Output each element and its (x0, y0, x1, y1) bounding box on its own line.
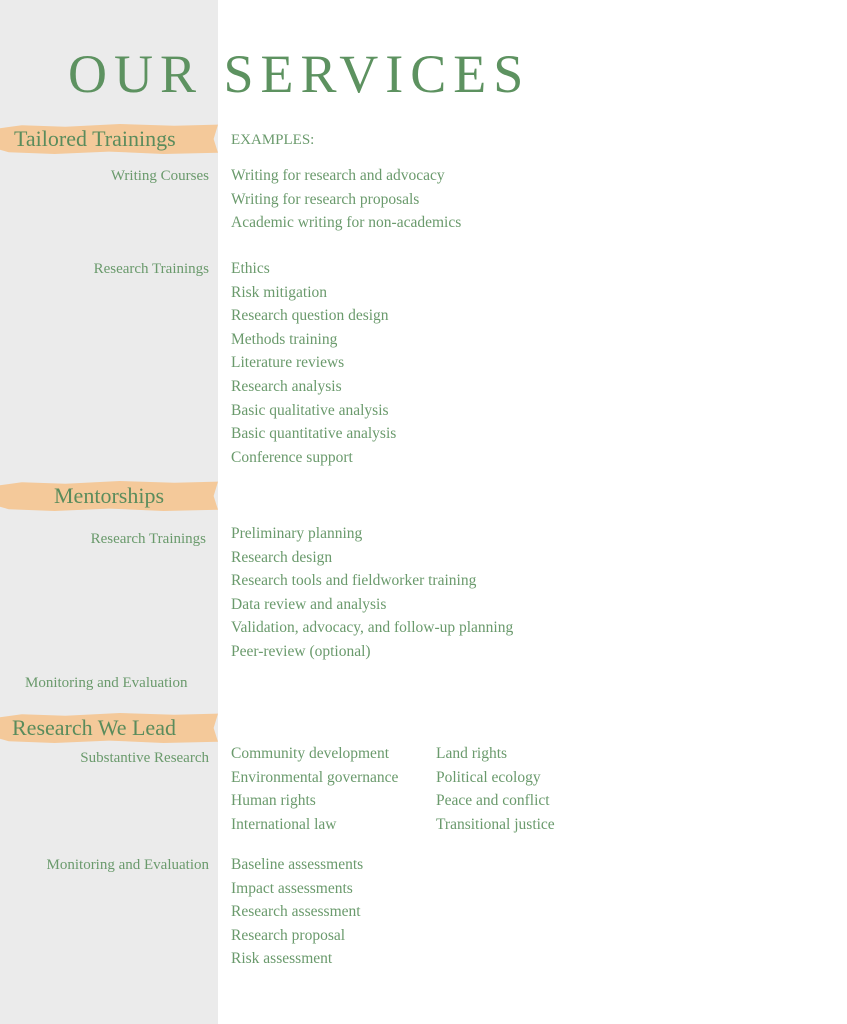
writing-courses-label: Writing Courses (110, 168, 209, 184)
list-item: Risk assessment (231, 950, 333, 968)
monitoring-evaluation-label: Monitoring and Evaluation (46, 857, 209, 873)
list-item: Academic writing for non-academics (231, 214, 462, 232)
monitoring-evaluation-list (231, 853, 363, 971)
list-item: Research question design (231, 307, 389, 325)
mentorship-research-list (231, 522, 513, 664)
list-item: Peace and conflict (436, 792, 550, 810)
list-item: Ethics (231, 260, 270, 277)
list-item: Research design (231, 548, 333, 566)
mentorship-monitoring-label: Monitoring and Evaluation (25, 675, 188, 691)
research-we-lead-heading: Research We Lead (12, 715, 176, 740)
mentorships-heading: Mentorships (54, 483, 164, 508)
list-item: Data review and analysis (231, 595, 387, 613)
list-item: Literature reviews (231, 354, 345, 372)
tailored-trainings-heading: Tailored Trainings (14, 126, 176, 151)
list-item: Political ecology (436, 768, 541, 786)
list-item: Writing for research and advocacy (231, 167, 445, 184)
list-item: Basic quantitative analysis (231, 425, 397, 443)
list-item: Research analysis (231, 377, 342, 395)
research-trainings-label: Research Trainings (93, 261, 209, 277)
list-item: Preliminary planning (231, 525, 363, 542)
list-item: Research proposal (231, 926, 346, 944)
list-item: Land rights (436, 745, 508, 762)
list-item: Conference support (231, 448, 353, 466)
substantive-research-label: Substantive Research (80, 750, 209, 766)
list-item: Risk mitigation (231, 283, 328, 301)
list-item: Writing for research proposals (231, 190, 420, 208)
substantive-research-list-col2 (436, 742, 555, 836)
substantive-research-list-col1 (231, 742, 398, 836)
list-item: Community development (231, 745, 389, 762)
mentorship-research-trainings-label: Research Trainings (90, 531, 206, 547)
list-item: Impact assessments (231, 879, 353, 897)
list-item: International law (231, 815, 337, 833)
list-item: Validation, advocacy, and follow-up planning (231, 619, 514, 637)
list-item: Research assessment (231, 903, 361, 921)
writing-courses-list (231, 164, 461, 235)
research-trainings-list (231, 257, 396, 469)
page-title: OUR SERVICES (68, 44, 531, 104)
list-item: Environmental governance (231, 768, 399, 786)
list-item: Human rights (231, 792, 316, 810)
examples-label: EXAMPLES: (231, 132, 315, 148)
list-item: Baseline assessments (231, 856, 364, 873)
list-item: Research tools and fieldworker training (231, 572, 477, 590)
list-item: Basic qualitative analysis (231, 401, 389, 419)
list-item: Methods training (231, 330, 338, 348)
list-item: Transitional justice (436, 815, 555, 833)
list-item: Peer-review (optional) (231, 642, 371, 660)
